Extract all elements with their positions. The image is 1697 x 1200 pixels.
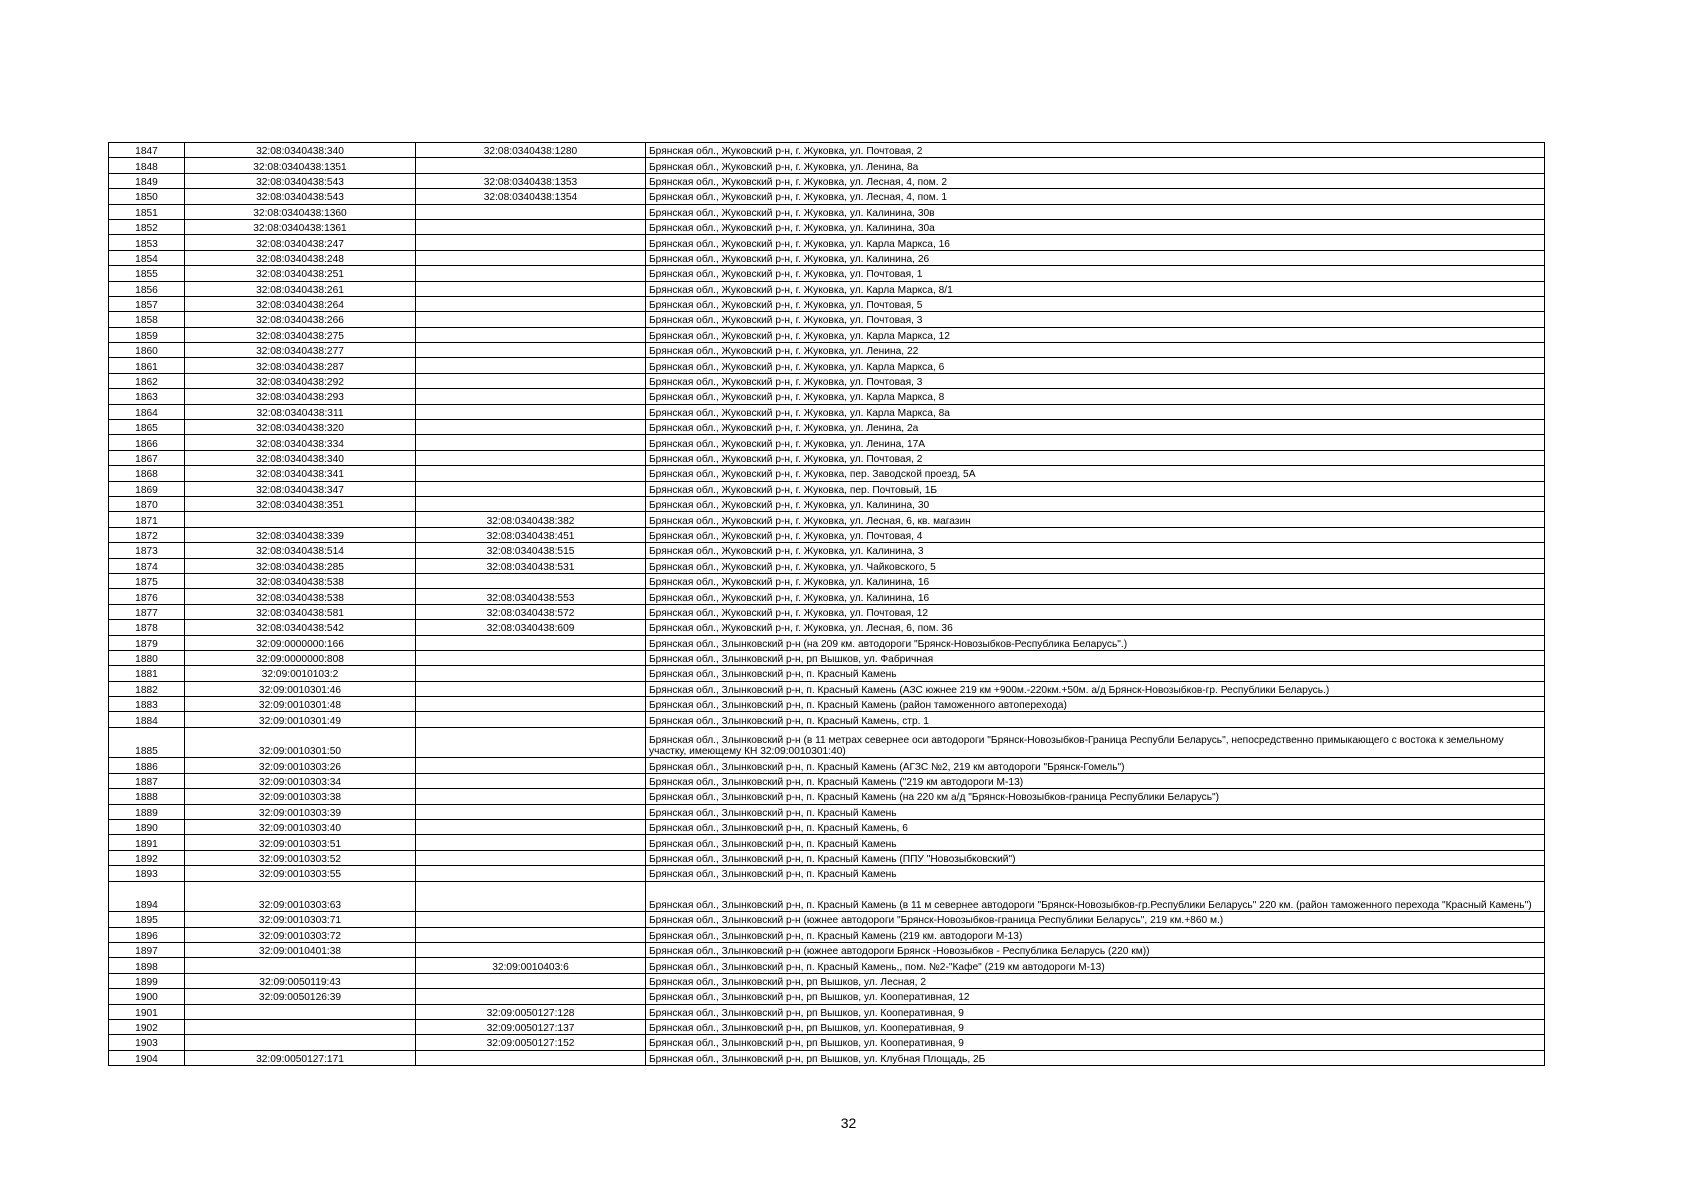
address-cell: Брянская обл., Жуковский р-н, г. Жуковка, ул. Ленина, 17А [646, 435, 1545, 450]
cadastral-number-cell: 32:09:0010301:48 [185, 697, 416, 712]
cadastral-number-cell: 32:08:0340438:334 [185, 435, 416, 450]
address-cell: Брянская обл., Жуковский р-н, г. Жуковка, ул. Почтовая, 5 [646, 296, 1545, 311]
row-number-cell: 1848 [109, 158, 185, 173]
premises-cadastral-number-cell [416, 358, 646, 373]
table-row [109, 281, 1545, 296]
row-number-cell: 1896 [109, 927, 185, 942]
table-row [109, 543, 1545, 558]
table-row [109, 466, 1545, 481]
address-cell: Брянская обл., Злынковский р-н, п. Красный Камень [646, 835, 1545, 850]
row-number-cell: 1880 [109, 650, 185, 665]
cadastral-number-cell: 32:08:0340438:581 [185, 604, 416, 619]
cadastral-number-cell: 32:08:0340438:1360 [185, 204, 416, 219]
premises-cadastral-number-cell: 32:08:0340438:531 [416, 558, 646, 573]
row-number-cell: 1893 [109, 866, 185, 881]
row-number-cell: 1872 [109, 527, 185, 542]
cadastral-number-cell: 32:09:0010303:39 [185, 804, 416, 819]
table-row [109, 620, 1545, 635]
address-cell: Брянская обл., Злынковский р-н, п. Красный Камень, стр. 1 [646, 712, 1545, 727]
table-row [109, 773, 1545, 788]
premises-cadastral-number-cell [416, 820, 646, 835]
address-cell: Брянская обл., Жуковский р-н, г. Жуковка, ул. Почтовая, 1 [646, 266, 1545, 281]
premises-cadastral-number-cell [416, 204, 646, 219]
row-number-cell: 1899 [109, 973, 185, 988]
address-cell: Брянская обл., Злынковский р-н, п. Красный Камень, 6 [646, 820, 1545, 835]
row-number-cell: 1888 [109, 789, 185, 804]
cadastral-number-cell: 32:09:0050127:171 [185, 1050, 416, 1065]
row-number-cell: 1879 [109, 635, 185, 650]
table-row [109, 235, 1545, 250]
row-number-cell: 1856 [109, 281, 185, 296]
premises-cadastral-number-cell [416, 1050, 646, 1065]
row-number-cell: 1868 [109, 466, 185, 481]
address-cell: Брянская обл., Жуковский р-н, г. Жуковка, ул. Калинина, 30а [646, 219, 1545, 234]
row-number-cell: 1895 [109, 912, 185, 927]
cadastral-number-cell: 32:09:0010303:63 [185, 881, 416, 912]
table-row [109, 327, 1545, 342]
row-number-cell: 1864 [109, 404, 185, 419]
address-cell: Брянская обл., Жуковский р-н, г. Жуковка, ул. Карла Маркса, 8а [646, 404, 1545, 419]
premises-cadastral-number-cell [416, 666, 646, 681]
cadastral-number-cell: 32:08:0340438:292 [185, 373, 416, 388]
cadastral-number-cell: 32:08:0340438:264 [185, 296, 416, 311]
cadastral-number-cell: 32:08:0340438:514 [185, 543, 416, 558]
address-cell: Брянская обл., Жуковский р-н, г. Жуковка, ул. Почтовая, 3 [646, 312, 1545, 327]
table-row [109, 450, 1545, 465]
cadastral-number-cell: 32:09:0010303:52 [185, 850, 416, 865]
table-row [109, 789, 1545, 804]
table-row [109, 143, 1545, 158]
cadastral-number-cell: 32:08:0340438:339 [185, 527, 416, 542]
cadastral-number-cell: 32:08:0340438:247 [185, 235, 416, 250]
cadastral-number-cell [185, 1035, 416, 1050]
table-row [109, 512, 1545, 527]
row-number-cell: 1871 [109, 512, 185, 527]
table-row [109, 250, 1545, 265]
address-cell: Брянская обл., Жуковский р-н, г. Жуковка, ул. Лесная, 4, пом. 1 [646, 189, 1545, 204]
row-number-cell: 1890 [109, 820, 185, 835]
table-row [109, 496, 1545, 511]
cadastral-number-cell [185, 1019, 416, 1034]
table-row [109, 927, 1545, 942]
premises-cadastral-number-cell [416, 250, 646, 265]
address-cell: Брянская обл., Жуковский р-н, г. Жуковка, ул. Калинина, 30в [646, 204, 1545, 219]
table-row [109, 989, 1545, 1004]
cadastral-number-cell: 32:08:0340438:275 [185, 327, 416, 342]
row-number-cell: 1887 [109, 773, 185, 788]
cadastral-number-cell: 32:09:0010303:72 [185, 927, 416, 942]
address-cell: Брянская обл., Жуковский р-н, г. Жуковка, ул. Карла Маркса, 8/1 [646, 281, 1545, 296]
row-number-cell: 1889 [109, 804, 185, 819]
address-cell: Брянская обл., Жуковский р-н, г. Жуковка, ул. Лесная, 4, пом. 2 [646, 173, 1545, 188]
table-row [109, 527, 1545, 542]
address-cell: Брянская обл., Жуковский р-н, г. Жуковка, ул. Карла Маркса, 8 [646, 389, 1545, 404]
address-cell: Брянская обл., Жуковский р-н, г. Жуковка, пер. Почтовый, 1Б [646, 481, 1545, 496]
address-cell: Брянская обл., Жуковский р-н, г. Жуковка, ул. Калинина, 16 [646, 573, 1545, 588]
table-row [109, 835, 1545, 850]
row-number-cell: 1877 [109, 604, 185, 619]
cadastral-number-cell: 32:08:0340438:293 [185, 389, 416, 404]
cadastral-number-cell [185, 1004, 416, 1019]
cadastral-number-cell: 32:08:0340438:277 [185, 343, 416, 358]
premises-cadastral-number-cell: 32:08:0340438:609 [416, 620, 646, 635]
premises-cadastral-number-cell [416, 327, 646, 342]
address-cell: Брянская обл., Злынковский р-н, п. Красный Камень [646, 804, 1545, 819]
address-cell: Брянская обл., Жуковский р-н, г. Жуковка, ул. Почтовая, 4 [646, 527, 1545, 542]
row-number-cell: 1862 [109, 373, 185, 388]
cadastral-number-cell: 32:09:0000000:166 [185, 635, 416, 650]
table-row [109, 635, 1545, 650]
address-cell: Брянская обл., Жуковский р-н, г. Жуковка, ул. Почтовая, 2 [646, 143, 1545, 158]
cadastral-number-cell: 32:08:0340438:266 [185, 312, 416, 327]
premises-cadastral-number-cell [416, 158, 646, 173]
premises-cadastral-number-cell [416, 835, 646, 850]
address-cell: Брянская обл., Жуковский р-н, г. Жуковка, пер. Заводской проезд, 5А [646, 466, 1545, 481]
premises-cadastral-number-cell [416, 927, 646, 942]
cadastral-number-cell: 32:08:0340438:351 [185, 496, 416, 511]
page-number: 32 [840, 1115, 857, 1131]
premises-cadastral-number-cell: 32:08:0340438:1354 [416, 189, 646, 204]
cadastral-number-cell: 32:09:0010303:26 [185, 758, 416, 773]
row-number-cell: 1857 [109, 296, 185, 311]
table-row [109, 850, 1545, 865]
table-row [109, 343, 1545, 358]
premises-cadastral-number-cell [416, 712, 646, 727]
row-number-cell: 1882 [109, 681, 185, 696]
premises-cadastral-number-cell [416, 219, 646, 234]
table-row [109, 1004, 1545, 1019]
address-cell: Брянская обл., Злынковский р-н, п. Красный Камень [646, 666, 1545, 681]
table-row [109, 589, 1545, 604]
cadastral-number-cell: 32:08:0340438:248 [185, 250, 416, 265]
table-row [109, 373, 1545, 388]
cadastral-number-cell: 32:08:0340438:340 [185, 143, 416, 158]
premises-cadastral-number-cell [416, 804, 646, 819]
premises-cadastral-number-cell: 32:08:0340438:1353 [416, 173, 646, 188]
address-cell: Брянская обл., Жуковский р-н, г. Жуковка, ул. Калинина, 3 [646, 543, 1545, 558]
premises-cadastral-number-cell [416, 912, 646, 927]
address-cell: Брянская обл., Жуковский р-н, г. Жуковка, ул. Калинина, 16 [646, 589, 1545, 604]
cadastral-number-cell: 32:08:0340438:285 [185, 558, 416, 573]
address-cell: Брянская обл., Злынковский р-н, п. Красный Камень (район таможенного автоперехода) [646, 697, 1545, 712]
table-row [109, 681, 1545, 696]
cadastral-number-cell: 32:09:0010301:50 [185, 727, 416, 758]
row-number-cell: 1898 [109, 958, 185, 973]
row-number-cell: 1876 [109, 589, 185, 604]
row-number-cell: 1894 [109, 881, 185, 912]
row-number-cell: 1873 [109, 543, 185, 558]
cadastral-number-cell [185, 512, 416, 527]
address-cell: Брянская обл., Жуковский р-н, г. Жуковка, ул. Чайковского, 5 [646, 558, 1545, 573]
table-row [109, 866, 1545, 881]
row-number-cell: 1859 [109, 327, 185, 342]
table-row [109, 727, 1545, 758]
premises-cadastral-number-cell: 32:08:0340438:572 [416, 604, 646, 619]
table-row [109, 158, 1545, 173]
premises-cadastral-number-cell [416, 989, 646, 1004]
cadastral-number-cell: 32:08:0340438:347 [185, 481, 416, 496]
cadastral-number-cell: 32:08:0340438:340 [185, 450, 416, 465]
table-row [109, 219, 1545, 234]
row-number-cell: 1849 [109, 173, 185, 188]
cadastral-number-cell: 32:08:0340438:1351 [185, 158, 416, 173]
table-row [109, 604, 1545, 619]
premises-cadastral-number-cell: 32:08:0340438:451 [416, 527, 646, 542]
table-row [109, 173, 1545, 188]
cadastral-number-cell: 32:08:0340438:543 [185, 189, 416, 204]
address-cell: Брянская обл., Злынковский р-н, рп Вышков, ул. Клубная Площадь, 2Б [646, 1050, 1545, 1065]
row-number-cell: 1852 [109, 219, 185, 234]
address-cell: Брянская обл., Злынковский р-н, п. Красный Камень (АГЗС №2, 219 км автодороги "Брянск-Гомель") [646, 758, 1545, 773]
table-row [109, 1035, 1545, 1050]
premises-cadastral-number-cell [416, 496, 646, 511]
premises-cadastral-number-cell: 32:08:0340438:515 [416, 543, 646, 558]
row-number-cell: 1875 [109, 573, 185, 588]
address-cell: Брянская обл., Жуковский р-н, г. Жуковка, ул. Почтовая, 3 [646, 373, 1545, 388]
table-row [109, 958, 1545, 973]
table-row [109, 820, 1545, 835]
address-cell: Брянская обл., Злынковский р-н (в 11 метрах севернее оси автодороги "Брянск-Новозыбков-Граница Республи Беларусь", непосредственно примыкающего с востока к земельному участку, имеющему КН 32:09:0010301:40) [646, 727, 1545, 758]
address-cell: Брянская обл., Злынковский р-н, п. Красный Камень (ППУ "Новозыбковский") [646, 850, 1545, 865]
table-row [109, 420, 1545, 435]
row-number-cell: 1847 [109, 143, 185, 158]
row-number-cell: 1853 [109, 235, 185, 250]
address-cell: Брянская обл., Злынковский р-н, п. Красный Камень (АЗС южнее 219 км +900м.-220км.+50м. а/д Брянск-Новозыбков-гр. Республики Беларусь.) [646, 681, 1545, 696]
premises-cadastral-number-cell [416, 881, 646, 912]
cadastral-number-cell: 32:09:0010401:38 [185, 942, 416, 957]
premises-cadastral-number-cell [416, 942, 646, 957]
cadastral-number-cell: 32:09:0010303:71 [185, 912, 416, 927]
cadastral-number-cell: 32:09:0000000:808 [185, 650, 416, 665]
cadastral-number-cell: 32:09:0050119:43 [185, 973, 416, 988]
property-table [108, 142, 1545, 1066]
cadastral-number-cell: 32:08:0340438:543 [185, 173, 416, 188]
row-number-cell: 1855 [109, 266, 185, 281]
row-number-cell: 1891 [109, 835, 185, 850]
address-cell: Брянская обл., Жуковский р-н, г. Жуковка, ул. Карла Маркса, 12 [646, 327, 1545, 342]
premises-cadastral-number-cell [416, 296, 646, 311]
cadastral-number-cell: 32:09:0010103:2 [185, 666, 416, 681]
row-number-cell: 1870 [109, 496, 185, 511]
cadastral-number-cell: 32:08:0340438:311 [185, 404, 416, 419]
table-row [109, 1019, 1545, 1034]
address-cell: Брянская обл., Жуковский р-н, г. Жуковка, ул. Карла Маркса, 16 [646, 235, 1545, 250]
cadastral-number-cell: 32:09:0010303:51 [185, 835, 416, 850]
address-cell: Брянская обл., Жуковский р-н, г. Жуковка, ул. Лесная, 6, пом. 36 [646, 620, 1545, 635]
table-row [109, 666, 1545, 681]
cadastral-number-cell: 32:09:0010303:40 [185, 820, 416, 835]
address-cell: Брянская обл., Жуковский р-н, г. Жуковка, ул. Калинина, 26 [646, 250, 1545, 265]
address-cell: Брянская обл., Злынковский р-н, п. Красный Камень [646, 866, 1545, 881]
table-row [109, 881, 1545, 912]
row-number-cell: 1881 [109, 666, 185, 681]
table-row [109, 312, 1545, 327]
premises-cadastral-number-cell [416, 450, 646, 465]
address-cell: Брянская обл., Злынковский р-н, рп Вышков, ул. Фабричная [646, 650, 1545, 665]
table-row [109, 481, 1545, 496]
table-row [109, 389, 1545, 404]
cadastral-number-cell [185, 958, 416, 973]
address-cell: Брянская обл., Жуковский р-н, г. Жуковка, ул. Ленина, 22 [646, 343, 1545, 358]
cadastral-number-cell: 32:09:0050126:39 [185, 989, 416, 1004]
premises-cadastral-number-cell [416, 435, 646, 450]
premises-cadastral-number-cell [416, 481, 646, 496]
table-row [109, 266, 1545, 281]
premises-cadastral-number-cell: 32:09:0050127:152 [416, 1035, 646, 1050]
row-number-cell: 1854 [109, 250, 185, 265]
table-row [109, 697, 1545, 712]
address-cell: Брянская обл., Злынковский р-н, рп Вышков, ул. Кооперативная, 9 [646, 1035, 1545, 1050]
table-row [109, 189, 1545, 204]
table-row [109, 358, 1545, 373]
table-body [109, 143, 1545, 1066]
premises-cadastral-number-cell [416, 420, 646, 435]
row-number-cell: 1851 [109, 204, 185, 219]
row-number-cell: 1860 [109, 343, 185, 358]
cadastral-number-cell: 32:09:0010303:55 [185, 866, 416, 881]
table-row [109, 804, 1545, 819]
row-number-cell: 1902 [109, 1019, 185, 1034]
address-cell: Брянская обл., Злынковский р-н, рп Вышков, ул. Кооперативная, 12 [646, 989, 1545, 1004]
premises-cadastral-number-cell [416, 266, 646, 281]
table-row [109, 758, 1545, 773]
row-number-cell: 1850 [109, 189, 185, 204]
cadastral-number-cell: 32:09:0010301:46 [185, 681, 416, 696]
address-cell: Брянская обл., Злынковский р-н, п. Красный Камень (в 11 м севернее автодороги "Брянск-Новозыбков-гр.Республики Беларусь" 220 км. (район таможенного перехода "Красный Камень") [646, 881, 1545, 912]
address-cell: Брянская обл., Злынковский р-н (на 209 км. автодороги "Брянск-Новозыбков-Республика Беларусь".) [646, 635, 1545, 650]
premises-cadastral-number-cell [416, 866, 646, 881]
premises-cadastral-number-cell: 32:08:0340438:1280 [416, 143, 646, 158]
premises-cadastral-number-cell: 32:08:0340438:553 [416, 589, 646, 604]
address-cell: Брянская обл., Злынковский р-н, рп Вышков, ул. Лесная, 2 [646, 973, 1545, 988]
address-cell: Брянская обл., Злынковский р-н (южнее автодороги "Брянск-Новозыбков-граница Республики Беларусь", 219 км.+860 м.) [646, 912, 1545, 927]
premises-cadastral-number-cell [416, 281, 646, 296]
row-number-cell: 1884 [109, 712, 185, 727]
table-row [109, 1050, 1545, 1065]
address-cell: Брянская обл., Злынковский р-н (южнее автодороги Брянск -Новозыбков - Республика Беларусь (220 км)) [646, 942, 1545, 957]
table-row [109, 435, 1545, 450]
table-row [109, 973, 1545, 988]
cadastral-number-cell: 32:08:0340438:1361 [185, 219, 416, 234]
row-number-cell: 1866 [109, 435, 185, 450]
table-row [109, 712, 1545, 727]
row-number-cell: 1867 [109, 450, 185, 465]
row-number-cell: 1878 [109, 620, 185, 635]
premises-cadastral-number-cell [416, 466, 646, 481]
address-cell: Брянская обл., Злынковский р-н, п. Красный Камень ("219 км автодороги М-13) [646, 773, 1545, 788]
premises-cadastral-number-cell [416, 681, 646, 696]
premises-cadastral-number-cell [416, 650, 646, 665]
cadastral-number-cell: 32:08:0340438:320 [185, 420, 416, 435]
address-cell: Брянская обл., Жуковский р-н, г. Жуковка, ул. Карла Маркса, 6 [646, 358, 1545, 373]
cadastral-number-cell: 32:08:0340438:251 [185, 266, 416, 281]
table-row [109, 912, 1545, 927]
table-row [109, 942, 1545, 957]
row-number-cell: 1892 [109, 850, 185, 865]
cadastral-number-cell: 32:08:0340438:341 [185, 466, 416, 481]
premises-cadastral-number-cell [416, 850, 646, 865]
premises-cadastral-number-cell [416, 727, 646, 758]
row-number-cell: 1863 [109, 389, 185, 404]
address-cell: Брянская обл., Злынковский р-н, п. Красный Камень,, пом. №2-"Кафе" (219 км автодороги М-13) [646, 958, 1545, 973]
row-number-cell: 1883 [109, 697, 185, 712]
row-number-cell: 1900 [109, 989, 185, 1004]
address-cell: Брянская обл., Жуковский р-н, г. Жуковка, ул. Калинина, 30 [646, 496, 1545, 511]
row-number-cell: 1865 [109, 420, 185, 435]
address-cell: Брянская обл., Жуковский р-н, г. Жуковка, ул. Ленина, 2а [646, 420, 1545, 435]
cadastral-number-cell: 32:09:0010303:38 [185, 789, 416, 804]
row-number-cell: 1858 [109, 312, 185, 327]
address-cell: Брянская обл., Жуковский р-н, г. Жуковка, ул. Ленина, 8а [646, 158, 1545, 173]
row-number-cell: 1861 [109, 358, 185, 373]
premises-cadastral-number-cell: 32:09:0050127:137 [416, 1019, 646, 1034]
address-cell: Брянская обл., Жуковский р-н, г. Жуковка, ул. Почтовая, 12 [646, 604, 1545, 619]
premises-cadastral-number-cell [416, 343, 646, 358]
premises-cadastral-number-cell: 32:08:0340438:382 [416, 512, 646, 527]
row-number-cell: 1886 [109, 758, 185, 773]
row-number-cell: 1897 [109, 942, 185, 957]
premises-cadastral-number-cell: 32:09:0050127:128 [416, 1004, 646, 1019]
cadastral-number-cell: 32:08:0340438:538 [185, 589, 416, 604]
table-row [109, 404, 1545, 419]
premises-cadastral-number-cell [416, 635, 646, 650]
table-row [109, 650, 1545, 665]
premises-cadastral-number-cell: 32:09:0010403:6 [416, 958, 646, 973]
premises-cadastral-number-cell [416, 373, 646, 388]
address-cell: Брянская обл., Злынковский р-н, рп Вышков, ул. Кооперативная, 9 [646, 1004, 1545, 1019]
premises-cadastral-number-cell [416, 789, 646, 804]
premises-cadastral-number-cell [416, 235, 646, 250]
premises-cadastral-number-cell [416, 389, 646, 404]
table-row [109, 573, 1545, 588]
premises-cadastral-number-cell [416, 312, 646, 327]
cadastral-number-cell: 32:08:0340438:542 [185, 620, 416, 635]
row-number-cell: 1874 [109, 558, 185, 573]
cadastral-number-cell: 32:08:0340438:261 [185, 281, 416, 296]
address-cell: Брянская обл., Злынковский р-н, рп Вышков, ул. Кооперативная, 9 [646, 1019, 1545, 1034]
address-cell: Брянская обл., Злынковский р-н, п. Красный Камень (219 км. автодороги М-13) [646, 927, 1545, 942]
table-row [109, 558, 1545, 573]
address-cell: Брянская обл., Жуковский р-н, г. Жуковка, ул. Почтовая, 2 [646, 450, 1545, 465]
row-number-cell: 1901 [109, 1004, 185, 1019]
row-number-cell: 1904 [109, 1050, 185, 1065]
cadastral-number-cell: 32:09:0010301:49 [185, 712, 416, 727]
premises-cadastral-number-cell [416, 573, 646, 588]
cadastral-number-cell: 32:08:0340438:538 [185, 573, 416, 588]
row-number-cell: 1885 [109, 727, 185, 758]
premises-cadastral-number-cell [416, 973, 646, 988]
row-number-cell: 1903 [109, 1035, 185, 1050]
address-cell: Брянская обл., Злынковский р-н, п. Красный Камень (на 220 км а/д "Брянск-Новозыбков-граница Республики Беларусь") [646, 789, 1545, 804]
premises-cadastral-number-cell [416, 758, 646, 773]
table-row [109, 204, 1545, 219]
premises-cadastral-number-cell [416, 697, 646, 712]
premises-cadastral-number-cell [416, 773, 646, 788]
address-cell: Брянская обл., Жуковский р-н, г. Жуковка, ул. Лесная, 6, кв. магазин [646, 512, 1545, 527]
cadastral-number-cell: 32:09:0010303:34 [185, 773, 416, 788]
table-row [109, 296, 1545, 311]
premises-cadastral-number-cell [416, 404, 646, 419]
cadastral-number-cell: 32:08:0340438:287 [185, 358, 416, 373]
row-number-cell: 1869 [109, 481, 185, 496]
